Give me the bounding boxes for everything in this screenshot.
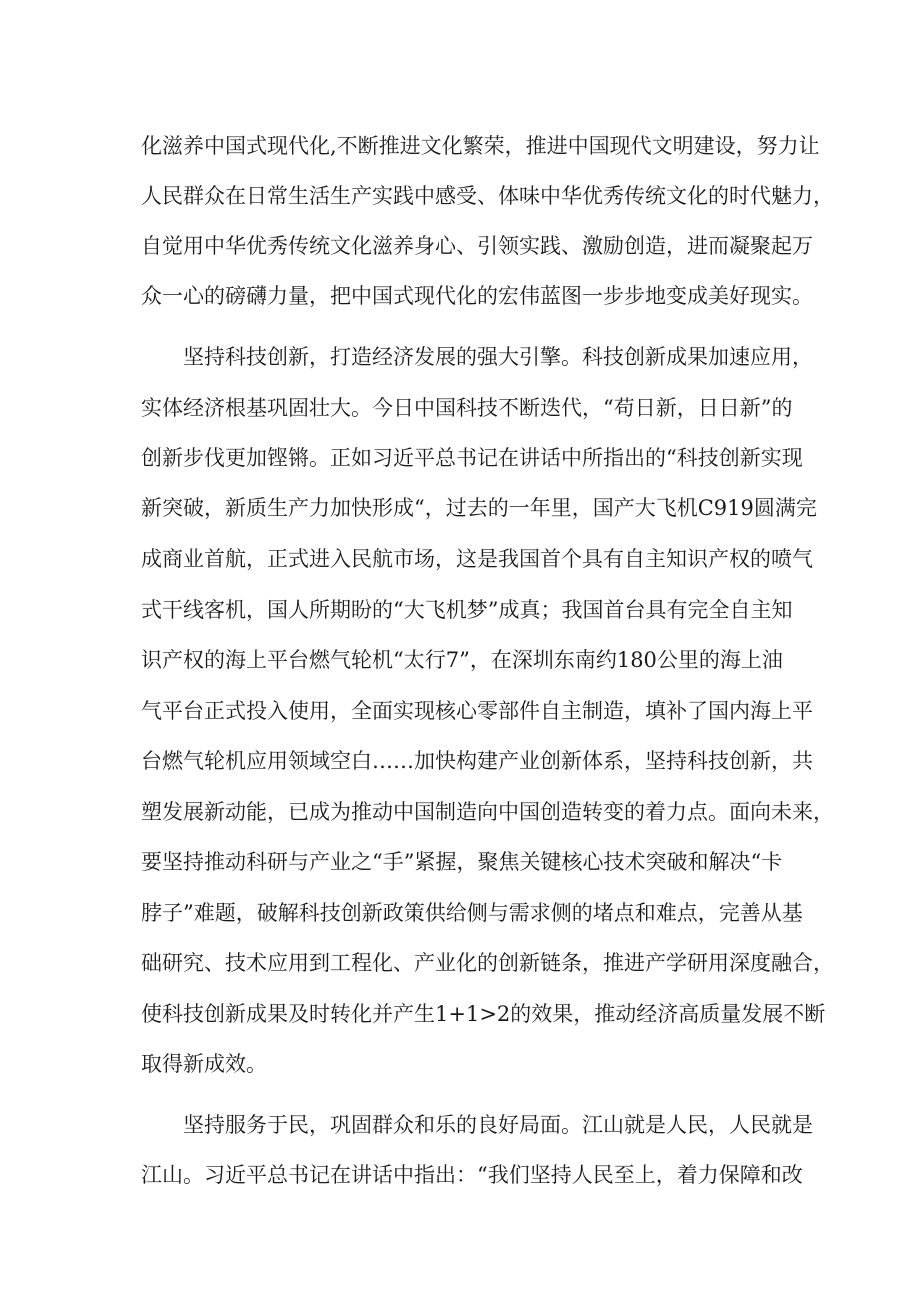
paragraph-1-line-1: 化滋养中国式现代化,不断推进文化繁荣，推进中国现代文明建设，努力让 <box>141 134 820 158</box>
paragraph-1-line-4: 众一心的磅礴力量，把中国式现代化的宏伟蓝图一步步地变成美好现实。 <box>141 284 813 308</box>
paragraph-2-line-1: 坚持科技创新，打造经济发展的强大引擎。科技创新成果加速应用， <box>183 345 813 369</box>
paragraph-1-line-3: 自觉用中华优秀传统文化滋养身心、引领实践、激励创造，进而凝聚起万 <box>141 234 813 258</box>
paragraph-2-line-8: 气平台正式投入使用，全面实现核心零部件自主制造，填补了国内海上平 <box>141 699 813 723</box>
paragraph-2-line-13: 础研究、技术应用到工程化、产业化的创新链条，推进产学研用深度融合， <box>141 951 834 975</box>
paragraph-2-line-14: 使科技创新成果及时转化并产生1+1>2的效果，推动经济高质量发展不断 <box>141 1002 826 1026</box>
paragraph-2-line-7: 识产权的海上平台燃气轮机“太行7”，在深圳东南约180公里的海上油 <box>141 648 783 672</box>
paragraph-2-line-4: 新突破，新质生产力加快形成“，过去的一年里，国产大飞机C919圆满完 <box>141 496 817 520</box>
paragraph-2-line-6: 式干线客机，国人所期盼的“大飞机梦”成真；我国首台具有完全自主知 <box>141 598 793 622</box>
paragraph-1-line-2: 人民群众在日常生活生产实践中感受、体味中华优秀传统文化的时代魅力， <box>141 184 834 208</box>
paragraph-3-line-1: 坚持服务于民，巩固群众和乐的良好局面。江山就是人民，人民就是 <box>183 1113 813 1137</box>
paragraph-2-line-9: 台燃气轮机应用领域空白……加快构建产业创新体系，坚持科技创新，共 <box>141 749 813 773</box>
paragraph-2-line-10: 塑发展新动能，已成为推动中国制造向中国创造转变的着力点。面向未来， <box>141 800 834 824</box>
paragraph-2-line-3: 创新步伐更加铿锵。正如习近平总书记在讲话中所指出的“科技创新实现 <box>141 446 803 470</box>
paragraph-2-line-5: 成商业首航，正式进入民航市场，这是我国首个具有自主知识产权的喷气 <box>141 547 813 571</box>
paragraph-2-line-11: 要坚持推动科研与产业之“手”紧握，聚焦关键核心技术突破和解决“卡 <box>141 850 783 874</box>
paragraph-3-line-2: 江山。习近平总书记在讲话中指出：“我们坚持人民至上，着力保障和改 <box>141 1163 803 1187</box>
paragraph-2-line-15: 取得新成效。 <box>141 1052 267 1076</box>
paragraph-2-line-12: 脖子”难题，破解科技创新政策供给侧与需求侧的堵点和难点，完善从基 <box>141 901 803 925</box>
paragraph-2-line-2: 实体经济根基巩固壮大。今日中国科技不断迭代，“苟日新，日日新”的 <box>141 396 793 420</box>
